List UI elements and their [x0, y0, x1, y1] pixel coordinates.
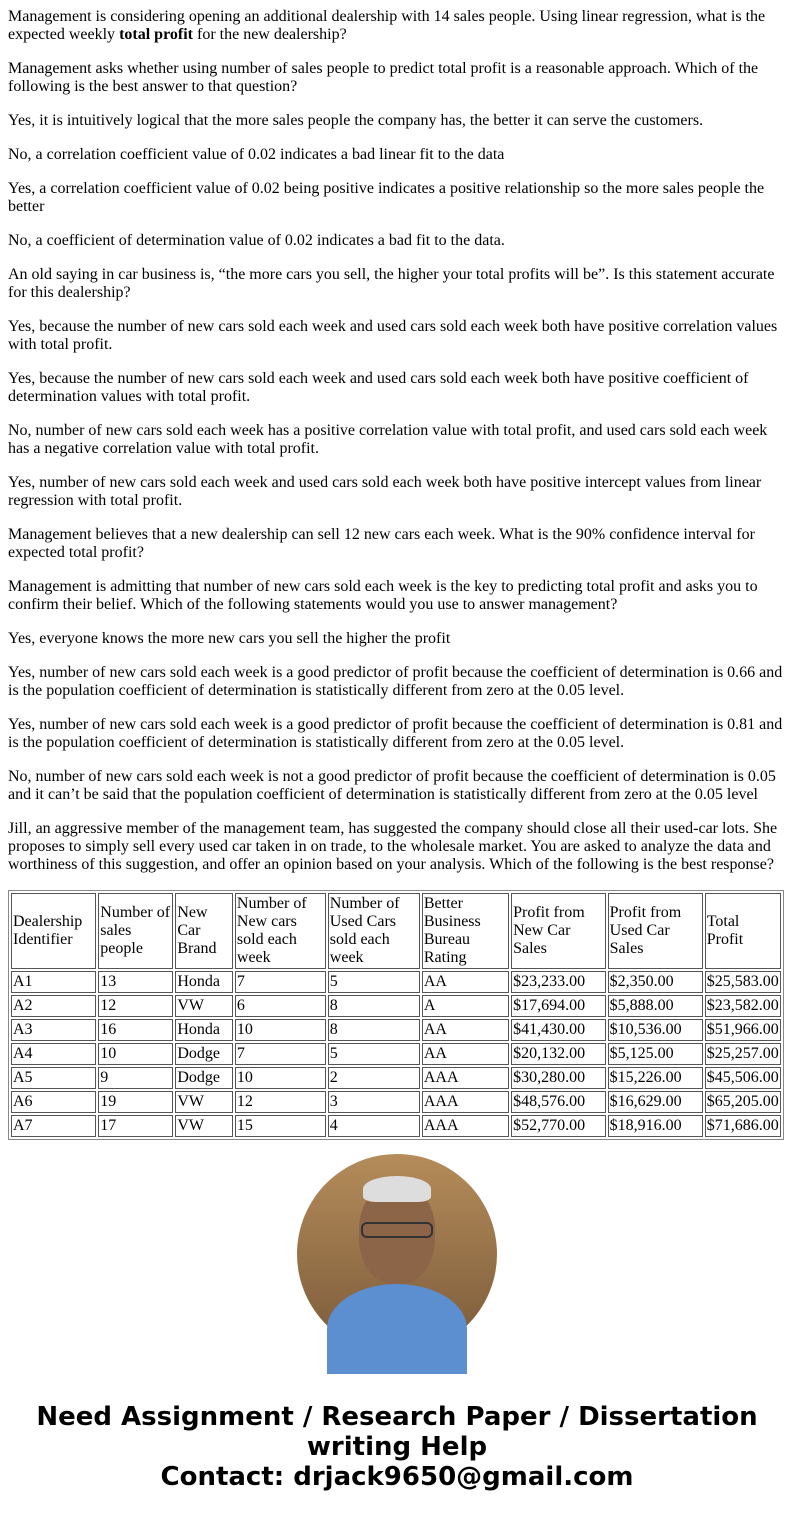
paragraph-text: Management asks whether using number of sales people to predict total profit is a reasonable approach. Which of the following is the best answer to that question?	[8, 60, 759, 95]
table-cell: $5,888.00	[608, 995, 703, 1017]
paragraph-text: No, a correlation coefficient value of 0.02 indicates a bad linear fit to the data	[8, 146, 505, 163]
paragraph	[8, 422, 786, 458]
paragraph	[8, 716, 786, 752]
table-cell: A7	[11, 1115, 96, 1137]
table-cell: $2,350.00	[608, 971, 703, 993]
table-cell: 2	[328, 1067, 420, 1089]
table-cell: $18,916.00	[608, 1115, 703, 1137]
header-cell: Total Profit	[705, 893, 781, 969]
paragraph-text: No, number of new cars sold each week is not a good predictor of profit because the coefficient of determination is 0.05 and it can’t be said that the population coefficient of determination is statistically different from zero at the 0.05 level	[8, 768, 776, 803]
table-cell: 8	[328, 995, 420, 1017]
table-cell: 7	[235, 971, 326, 993]
header-cell: Profit from Used Car Sales	[608, 893, 703, 969]
header-cell: Number of sales people	[98, 893, 173, 969]
table-cell: A4	[11, 1043, 96, 1065]
paragraph	[8, 318, 786, 354]
table-cell: 5	[328, 1043, 420, 1065]
table-cell: $10,536.00	[608, 1019, 703, 1041]
table-cell: 10	[235, 1019, 326, 1041]
table-row	[11, 971, 781, 993]
table-cell: 19	[98, 1091, 173, 1113]
paragraph	[8, 266, 786, 302]
paragraph	[8, 146, 786, 164]
table-cell: 12	[98, 995, 173, 1017]
question-text	[8, 8, 786, 874]
footer-contact[interactable]: Contact: drjack9650@gmail.com	[160, 1462, 634, 1492]
header-cell: Dealership Identifier	[11, 893, 96, 969]
table-cell: 6	[235, 995, 326, 1017]
paragraph-text: Management is considering opening an additional dealership with 14 sales people. Using linear regression, what is the expected weekly	[8, 8, 766, 43]
table-cell: A	[422, 995, 509, 1017]
paragraph-text: Yes, everyone knows the more new cars you sell the higher the profit	[8, 630, 451, 647]
table-cell: $17,694.00	[511, 995, 606, 1017]
table-cell: AA	[422, 1019, 509, 1041]
header-cell: Better Business Bureau Rating	[422, 893, 509, 969]
table-cell: AAA	[422, 1067, 509, 1089]
table-cell: A5	[11, 1067, 96, 1089]
paragraph	[8, 8, 786, 44]
paragraph-text: No, a coefficient of determination value of 0.02 indicates a bad fit to the data.	[8, 232, 505, 249]
paragraph	[8, 370, 786, 406]
table-cell: A2	[11, 995, 96, 1017]
table-cell: A6	[11, 1091, 96, 1113]
table-row	[11, 1115, 781, 1137]
table-cell: $65,205.00	[705, 1091, 781, 1113]
table-cell: $23,582.00	[705, 995, 781, 1017]
paragraph	[8, 112, 786, 130]
paragraph	[8, 820, 786, 874]
table-cell: $51,966.00	[705, 1019, 781, 1041]
table-row	[11, 1067, 781, 1089]
table-cell: A1	[11, 971, 96, 993]
table-cell: Dodge	[175, 1043, 233, 1065]
table-cell: AAA	[422, 1091, 509, 1113]
header-cell: Number of Used Cars sold each week	[328, 893, 420, 969]
table-cell: $15,226.00	[608, 1067, 703, 1089]
table-cell: $16,629.00	[608, 1091, 703, 1113]
footer-line-1: Need Assignment / Research Paper / Dissertation writing Help	[36, 1402, 758, 1462]
table-cell: 10	[235, 1067, 326, 1089]
table-cell: $52,770.00	[511, 1115, 606, 1137]
paragraph-text: An old saying in car business is, “the more cars you sell, the higher your total profits will be”. Is this statement accurate for this dealership?	[8, 266, 775, 301]
table-cell: AA	[422, 971, 509, 993]
table-cell: 8	[328, 1019, 420, 1041]
paragraph	[8, 232, 786, 250]
table-cell: $48,576.00	[511, 1091, 606, 1113]
table-cell: 17	[98, 1115, 173, 1137]
paragraph-text: Yes, because the number of new cars sold each week and used cars sold each week both have positive coefficient of determination values with total profit.	[8, 370, 749, 405]
table-cell: Honda	[175, 1019, 233, 1041]
paragraph	[8, 526, 786, 562]
table-cell: A3	[11, 1019, 96, 1041]
table-row	[11, 995, 781, 1017]
paragraph	[8, 474, 786, 510]
table-cell: $20,132.00	[511, 1043, 606, 1065]
table-cell: $25,583.00	[705, 971, 781, 993]
table-cell: 10	[98, 1043, 173, 1065]
paragraph-text: Yes, number of new cars sold each week is a good predictor of profit because the coefficient of determination is 0.66 and is the population coefficient of determination is statistically different from zero at the 0.05 level.	[8, 664, 783, 699]
paragraph	[8, 630, 786, 648]
table-cell: AA	[422, 1043, 509, 1065]
table-cell: VW	[175, 1115, 233, 1137]
paragraph-text: No, number of new cars sold each week has a positive correlation value with total profit, and used cars sold each week has a negative correlation value with total profit.	[8, 422, 768, 457]
table-cell: 7	[235, 1043, 326, 1065]
table-cell: $25,257.00	[705, 1043, 781, 1065]
table-cell: $45,506.00	[705, 1067, 781, 1089]
header-cell: Profit from New Car Sales	[511, 893, 606, 969]
footer-ad	[8, 1402, 786, 1492]
paragraph	[8, 578, 786, 614]
table-cell: VW	[175, 995, 233, 1017]
table-cell: 9	[98, 1067, 173, 1089]
table-cell: $5,125.00	[608, 1043, 703, 1065]
paragraph-text: for the new dealership?	[192, 26, 347, 43]
paragraph-text: Yes, number of new cars sold each week is a good predictor of profit because the coefficient of determination is 0.81 and is the population coefficient of determination is statistically different from zero at the 0.05 level.	[8, 716, 783, 751]
table-cell: 15	[235, 1115, 326, 1137]
table-cell: 13	[98, 971, 173, 993]
table-row	[11, 1091, 781, 1113]
paragraph	[8, 664, 786, 700]
table-cell: 12	[235, 1091, 326, 1113]
paragraph-text: Jill, an aggressive member of the management team, has suggested the company should close all their used-car lots. She proposes to simply sell every used car taken in on trade, to the wholesale market. You are asked to analyze the data and worthiness of this suggestion, and offer an opinion based on your analysis. Which of the following is the best response?	[8, 820, 778, 873]
table-header-row	[11, 893, 781, 969]
table-cell: Dodge	[175, 1067, 233, 1089]
table-cell: $41,430.00	[511, 1019, 606, 1041]
paragraph-text: Management believes that a new dealership can sell 12 new cars each week. What is the 90% confidence interval for expected total profit?	[8, 526, 755, 561]
table-cell: $30,280.00	[511, 1067, 606, 1089]
paragraph-text: Yes, it is intuitively logical that the more sales people the company has, the better it can serve the customers.	[8, 112, 704, 129]
table-cell: 3	[328, 1091, 420, 1113]
author-photo	[297, 1154, 497, 1354]
bold-text: total profit	[119, 26, 193, 43]
table-cell: Honda	[175, 971, 233, 993]
paragraph	[8, 60, 786, 96]
table-cell: VW	[175, 1091, 233, 1113]
table-cell: 4	[328, 1115, 420, 1137]
table-cell: AAA	[422, 1115, 509, 1137]
paragraph-text: Management is admitting that number of new cars sold each week is the key to predicting total profit and asks you to confirm their belief. Which of the following statements would you use to answer management?	[8, 578, 758, 613]
table-cell: 16	[98, 1019, 173, 1041]
paragraph	[8, 180, 786, 216]
data-table-container	[8, 890, 786, 1134]
table-row	[11, 1019, 781, 1041]
header-cell: Number of New cars sold each week	[235, 893, 326, 969]
paragraph	[8, 768, 786, 804]
header-cell: New Car Brand	[175, 893, 233, 969]
dealership-table	[8, 890, 784, 1140]
table-row	[11, 1043, 781, 1065]
table-cell: 5	[328, 971, 420, 993]
paragraph-text: Yes, number of new cars sold each week and used cars sold each week both have positive intercept values from linear regression with total profit.	[8, 474, 762, 509]
table-cell: $23,233.00	[511, 971, 606, 993]
paragraph-text: Yes, a correlation coefficient value of 0.02 being positive indicates a positive relationship so the more sales people the better	[8, 180, 765, 215]
paragraph-text: Yes, because the number of new cars sold each week and used cars sold each week both have positive correlation values with total profit.	[8, 318, 778, 353]
table-cell: $71,686.00	[705, 1115, 781, 1137]
